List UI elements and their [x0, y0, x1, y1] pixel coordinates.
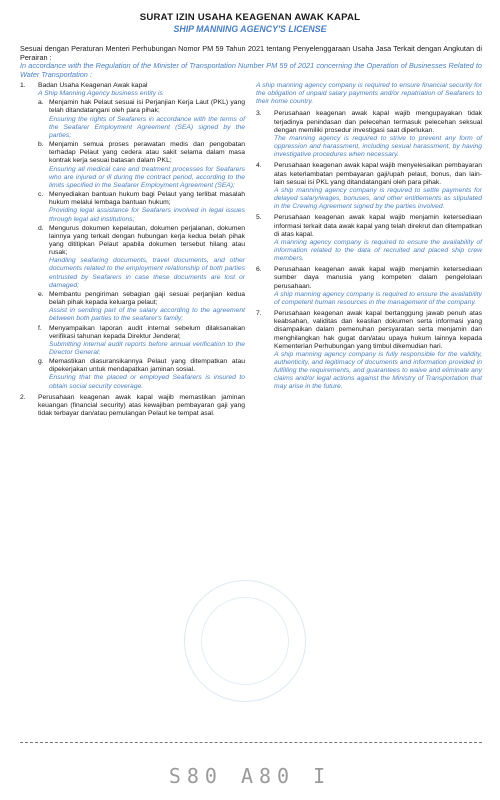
clause-en-text: A ship manning agency company is fully responsible for the validity, authenticity, and legitimacy of documents and information provided in fulfilling the requirements, and guarantees to waive and eliminate any claims and/or legal actions against the Ministry of Transportation that may arise in the future. — [274, 350, 482, 391]
left-column — [20, 82, 245, 421]
clause-number: 2. — [20, 393, 26, 401]
clause-number: 7. — [256, 310, 262, 318]
clause-id-text: Perusahaan keagenan awak kapal wajib menyelesaikan pembayaran atas keterlambatan pembayaran gaji/upah pelaut, bonus, dan lain-lain sesuai isi PKL yang ditandatangani oleh para pihak. — [274, 162, 482, 186]
sub-clause-letter: a. — [38, 99, 44, 107]
clause-id-text: Perusahaan keagenan awak kapal wajib mengupayakan tidak terjadinya penindasan dan pelecehan termasuk pelecehan seksual dengan memiliki prosedur investigasi saat diperlukan. — [274, 110, 482, 134]
clause-en-text: A Ship Manning Agency business entity is — [38, 90, 163, 98]
sub-clause-letter: c. — [38, 191, 44, 199]
clause-id-text: Perusahaan keagenan awak kapal wajib memastikan jaminan keuangan (financial security) atas kewajiban pembayaran gaji yang tidak terbayar dan/atau pemulangan Pelaut ke tempat asal. — [38, 393, 245, 418]
document-title: SURAT IZIN USAHA KEAGENAN AWAK KAPAL — [139, 12, 361, 23]
clause-en-text: The manning agency is required to strive to prevent any form of oppression and harassment, including sexual harassment, by having investigative procedures when necessary. — [274, 134, 482, 159]
dashed-divider — [20, 742, 482, 743]
clause-6 — [256, 266, 482, 307]
sub-clause-en-text: Ensuring that the placed or employed Seafarers is insured to obtain social security coverage. — [49, 374, 245, 390]
sub-clause-id-text: Menjamin semua proses perawatan medis dan pengobatan terhadap Pelaut yang cedera atau sakit selama dalam masa kontrak kerja sesuai batasan dalam PKL; — [49, 141, 245, 165]
intro-paragraph — [20, 45, 482, 79]
sub-clause-en-text: Handling seafaring documents, travel documents, and other documents related to the employment relationship of both parties entrusted by Seafarers in case these documents are lost or damaged; — [49, 257, 245, 289]
clause-en-text: A manning agency company is required to ensure the availability of information related to the data of recruited and placed ship crew members. — [274, 238, 482, 263]
sub-clause-e — [38, 291, 245, 324]
clause-en-text: A ship manning agency company is required to ensure the availability of competent human resources in the management of the company. — [274, 290, 482, 306]
clause-number: 5. — [256, 214, 262, 222]
serial-number: S80 A80 I — [168, 764, 332, 788]
official-seal-watermark — [184, 580, 306, 702]
sub-clause-c — [38, 191, 245, 224]
clause-number: 4. — [256, 162, 262, 170]
clause-3 — [256, 110, 482, 159]
sub-clause-letter: e. — [38, 290, 44, 298]
sub-clause-letter: b. — [38, 141, 44, 149]
clause-id-text: Perusahaan keagenan awak kapal wajib menjamin ketersediaan informasi terkait data awak kapal yang telah direkrut dan ditempatkan di atas kapal. — [274, 214, 482, 238]
clause-4 — [256, 162, 482, 211]
sub-clause-id-text: Menjamin hak Pelaut sesuai isi Perjanjian Kerja Laut (PKL) yang telah ditandatangani oleh para pihak; — [49, 99, 245, 115]
sub-clause-letter: d. — [38, 224, 44, 232]
sub-clause-letter: g. — [38, 358, 44, 366]
clause-2 — [20, 394, 245, 418]
sub-clause-f — [38, 325, 245, 358]
sub-clause-id-text: Mengurus dokumen kepelautan, dokumen perjalanan, dokumen lainnya yang terkait dengan hubungan kerja kedua belah pihak yang dititipkan Pelaut apabila dokumen tersebut hilang atau rusak; — [49, 224, 245, 257]
sub-clause-en-text: Providing legal assistance for Seafarers involved in legal issues through legal aid institutions; — [49, 207, 245, 223]
sub-clause-a — [38, 99, 245, 140]
clause-2-en-text: A ship manning agency company is required to ensure financial security for the obligation of unpaid salary payments and/or repatriation of Seafarers to their home country. — [256, 82, 482, 106]
sub-clause-id-text: Memastikan diasuransikannya Pelaut yang ditempatkan atau dipekerjakan untuk mendapatkan jaminan sosial. — [49, 358, 245, 374]
right-column — [256, 82, 482, 395]
sub-clause-g — [38, 358, 245, 391]
sub-clause-id-text: Membantu pengiriman sebagian gaji sesuai perjanjian kedua belah pihak kepada keluarga pelaut; — [49, 290, 245, 307]
sub-clause-en-text: Ensuring all medical care and treatment processes for Seafarers who are injured or ill during the contract period, according to the limits specified in the Seafarer Employment Agreement (SEA); — [49, 165, 245, 189]
intro-id: Sesuai dengan Peraturan Menteri Perhubungan Nomor PM 59 Tahun 2021 tentang Penyelenggaraan Usaha Jasa Terkait dengan Angkutan di Perairan : — [20, 44, 482, 62]
clause-5 — [256, 214, 482, 263]
sub-clause-letter: f. — [38, 324, 42, 332]
sub-clause-en-text: Ensuring the rights of Seafarers in accordance with the terms of the Seafarer Employment Agreement (SEA) signed by the parties; — [49, 115, 245, 139]
clause-7 — [256, 310, 482, 392]
intro-en: In accordance with the Regulation of the Minister of Transportation Number PM 59 of 2021 concerning the Operation of Businesses Related to Water Transportation : — [20, 61, 482, 79]
sub-clause-en-text: Submitting internal audit reports before annual verification to the Director General; — [49, 340, 245, 356]
clause-number: 6. — [256, 266, 262, 274]
clause-number: 3. — [256, 110, 262, 118]
sub-clause-en-text: Assist in sending part of the salary according to the agreement between both parties to the seafarer's family; — [49, 307, 245, 323]
sub-clause-id-text: Menyampaikan laporan audit internal sebelum dilaksanakan verifikasi tahunan kepada Direktur Jenderal; — [49, 324, 245, 340]
clause-id-text: Perusahaan keagenan awak kapal wajib menjamin ketersediaan sumber daya manusia yang kompeten dalam pengelolaan perusahaan. — [274, 266, 482, 290]
document-subtitle: SHIP MANNING AGENCY'S LICENSE — [173, 24, 327, 34]
sub-clause-id-text: Menyediakan bantuan hukum bagi Pelaut yang terlibat masalah hukum melalui lembaga bantuan hukum; — [49, 191, 245, 207]
clause-1 — [20, 82, 245, 391]
sub-clause-d — [38, 225, 245, 290]
clause-number: 1. — [20, 82, 26, 89]
sub-clause-b — [38, 141, 245, 190]
clause-en-text: A ship manning agency company is required to settle payments for delayed salary/wages, bonuses, and other entitlements as stipulated in the Crewing Agreement signed by the parties involved. — [274, 186, 482, 211]
clause-id-text: Perusahaan keagenan awak kapal bertanggung jawab penuh atas keabsahan, validitas dan keaslian dokumen serta informasi yang disampaikan dalam pemenuhan persyaratan serta menjamin dan menghilangkan hak gugat dan/atau upaya hukum lainnya kepada Kementerian Perhubungan yang timbul dikemudian hari. — [274, 310, 482, 350]
clause-id-text: Badan Usaha Keagenan Awak kapal — [38, 82, 148, 89]
